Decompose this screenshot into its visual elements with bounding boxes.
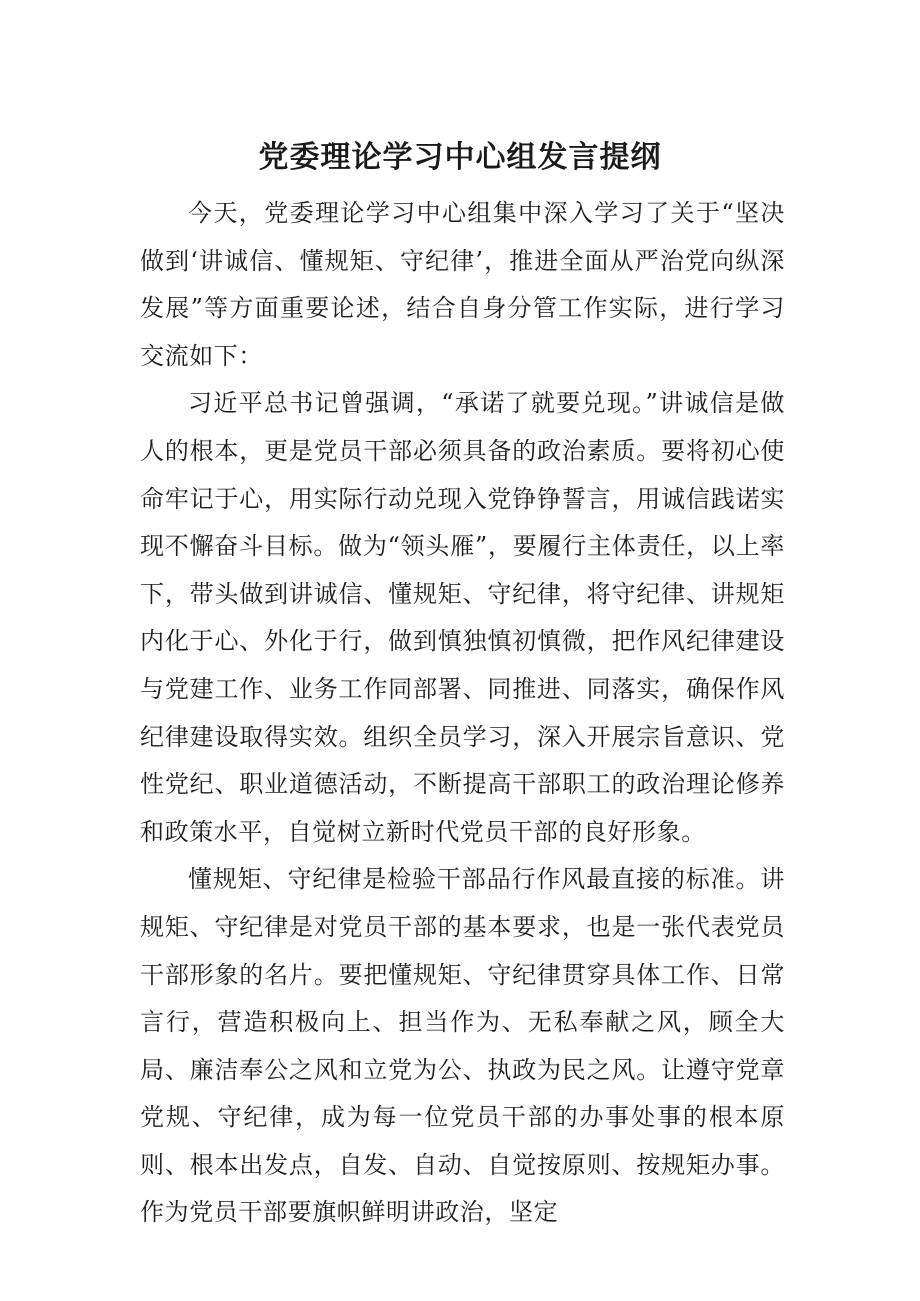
document-body [140, 190, 785, 1237]
paragraph-intro: 今天，党委理论学习中心组集中深入学习了关于“坚决做到‘讲诚信、懂规矩、守纪律’，推进全面从严治党向纵深发展”等方面重要论述，结合自身分管工作实际，进行学习交流如下： [140, 199, 785, 370]
paragraph-integrity: 习近平总书记曾强调，“承诺了就要兑现。”讲诚信是做人的根本，更是党员干部必须具备的政治素质。要将初心使命牢记于心，用实际行动兑现入党铮铮誓言，用诚信践诺实现不懈奋斗目标。做为“领头雁”，要履行主体责任，以上率下，带头做到讲诚信、懂规矩、守纪律，将守纪律、讲规矩内化于心、外化于行，做到慎独慎初慎微，把作风纪律建设与党建工作、业务工作同部署、同推进、同落实，确保作风纪律建设取得实效。组织全员学习，深入开展宗旨意识、党性党纪、职业道德活动，不断提高干部职工的政治理论修养和政策水平，自觉树立新时代党员干部的良好形象。 [140, 389, 785, 846]
document-title: 党委理论学习中心组发言提纲 [258, 140, 662, 175]
paragraph-discipline: 懂规矩、守纪律是检验干部品行作风最直接的标准。讲规矩、守纪律是对党员干部的基本要求，也是一张代表党员干部形象的名片。要把懂规矩、守纪律贯穿具体工作、日常言行，营造积极向上、担当作为、无私奉献之风，顾全大局、廉洁奉公之风和立党为公、执政为民之风。让遵守党章党规、守纪律，成为每一位党员干部的办事处事的根本原则、根本出发点，自发、自动、自觉按原则、按规矩办事。作为党员干部要旗帜鲜明讲政治，坚定 [140, 865, 785, 1227]
